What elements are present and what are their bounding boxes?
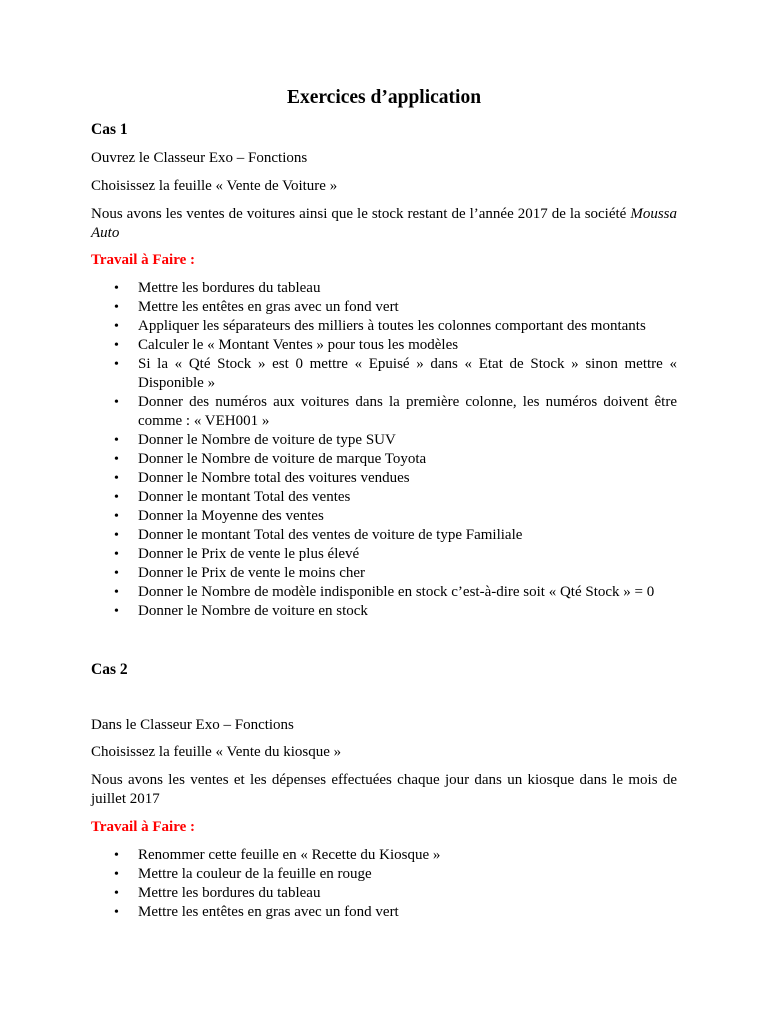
bullet-icon: • <box>114 319 119 334</box>
bullet-icon: • <box>114 905 119 920</box>
cas1-task-item-text: Donner des numéros aux voitures dans la première colonne, les numéros doivent être comme : « VEH001 » <box>138 394 677 429</box>
cas2-task-item <box>0 884 768 903</box>
cas1-paragraph-choose-sheet: Choisissez la feuille « Vente de Voiture » <box>91 178 338 194</box>
cas1-task-item-text: Donner le montant Total des ventes de voiture de type Familiale <box>138 527 523 543</box>
bullet-icon: • <box>114 509 119 524</box>
cas2-task-item <box>0 846 768 865</box>
cas2-task-label: Travail à Faire : <box>91 819 196 835</box>
cas2-task-item-text: Mettre la couleur de la feuille en rouge <box>138 866 372 882</box>
cas1-task-item <box>0 279 768 298</box>
cas1-task-item-text: Si la « Qté Stock » est 0 mettre « Epuisé » dans « Etat de Stock » sinon mettre « Disponible » <box>138 356 677 391</box>
bullet-icon: • <box>114 566 119 581</box>
cas2-task-item <box>0 903 768 922</box>
cas1-task-item <box>0 507 768 526</box>
cas1-task-item-text: Appliquer les séparateurs des milliers à toutes les colonnes comportant des montants <box>138 318 646 334</box>
bullet-icon: • <box>114 300 119 315</box>
cas1-task-item-text: Donner le montant Total des ventes <box>138 489 351 505</box>
cas1-task-item <box>0 545 768 564</box>
bullet-icon: • <box>114 528 119 543</box>
bullet-icon: • <box>114 490 119 505</box>
cas1-task-item-text: Donner le Prix de vente le plus élevé <box>138 546 360 562</box>
cas1-task-item-text: Donner le Nombre de voiture en stock <box>138 603 368 619</box>
cas2-task-item <box>0 865 768 884</box>
cas1-task-item <box>0 469 768 488</box>
bullet-icon: • <box>114 547 119 562</box>
bullet-icon: • <box>114 281 119 296</box>
bullet-icon: • <box>114 585 119 600</box>
bullet-icon: • <box>114 886 119 901</box>
cas1-task-item-text: Donner le Nombre total des voitures vendues <box>138 470 410 486</box>
cas1-heading: Cas 1 <box>91 121 128 138</box>
cas1-task-item <box>0 526 768 545</box>
cas2-task-item-text: Mettre les bordures du tableau <box>138 885 321 901</box>
cas2-paragraph-choose-sheet: Choisissez la feuille « Vente du kiosque » <box>91 744 342 760</box>
cas1-task-item <box>0 393 768 431</box>
cas1-task-item <box>0 336 768 355</box>
bullet-icon: • <box>114 395 119 410</box>
cas1-task-item <box>0 317 768 336</box>
cas1-paragraph-context <box>91 205 677 243</box>
cas2-paragraph-context: Nous avons les ventes et les dépenses effectuées chaque jour dans un kiosque dans le mois de juillet 2017 <box>91 772 677 807</box>
cas1-task-item-text: Donner le Prix de vente le moins cher <box>138 565 366 581</box>
cas1-task-item <box>0 298 768 317</box>
bullet-icon: • <box>114 338 119 353</box>
bullet-icon: • <box>114 471 119 486</box>
cas1-task-item <box>0 583 768 602</box>
cas1-paragraph-open-workbook: Ouvrez le Classeur Exo – Fonctions <box>91 150 308 166</box>
cas1-task-item <box>0 355 768 393</box>
company-name: Moussa Auto <box>91 206 677 241</box>
cas1-task-item <box>0 602 768 621</box>
cas1-task-item-text: Mettre les entêtes en gras avec un fond vert <box>138 299 399 315</box>
bullet-icon: • <box>114 604 119 619</box>
cas1-task-item-text: Donner le Nombre de voiture de marque Toyota <box>138 451 427 467</box>
bullet-icon: • <box>114 867 119 882</box>
cas2-heading: Cas 2 <box>91 661 128 678</box>
cas1-task-item <box>0 488 768 507</box>
cas1-task-item-text: Donner la Moyenne des ventes <box>138 508 324 524</box>
cas2-task-item-text: Mettre les entêtes en gras avec un fond vert <box>138 904 399 920</box>
cas2-paragraph-workbook: Dans le Classeur Exo – Fonctions <box>91 717 294 733</box>
bullet-icon: • <box>114 357 119 372</box>
cas1-task-item-text: Donner le Nombre de voiture de type SUV <box>138 432 396 448</box>
cas1-task-item-text: Donner le Nombre de modèle indisponible en stock c’est-à-dire soit « Qté Stock » = 0 <box>138 584 655 600</box>
cas1-context-text: Nous avons les ventes de voitures ainsi que le stock restant de l’année 2017 de la société <box>91 206 631 222</box>
cas1-task-item-text: Mettre les bordures du tableau <box>138 280 321 296</box>
cas1-task-item <box>0 450 768 469</box>
bullet-icon: • <box>114 433 119 448</box>
cas1-task-list <box>0 279 768 621</box>
cas1-task-item-text: Calculer le « Montant Ventes » pour tous les modèles <box>138 337 459 353</box>
document-title: Exercices d’application <box>286 87 482 108</box>
cas1-task-label: Travail à Faire : <box>91 252 196 268</box>
bullet-icon: • <box>114 452 119 467</box>
bullet-icon: • <box>114 848 119 863</box>
cas2-task-list <box>0 846 768 922</box>
cas1-task-item <box>0 431 768 450</box>
cas1-task-item <box>0 564 768 583</box>
cas2-task-item-text: Renommer cette feuille en « Recette du Kiosque » <box>138 847 441 863</box>
